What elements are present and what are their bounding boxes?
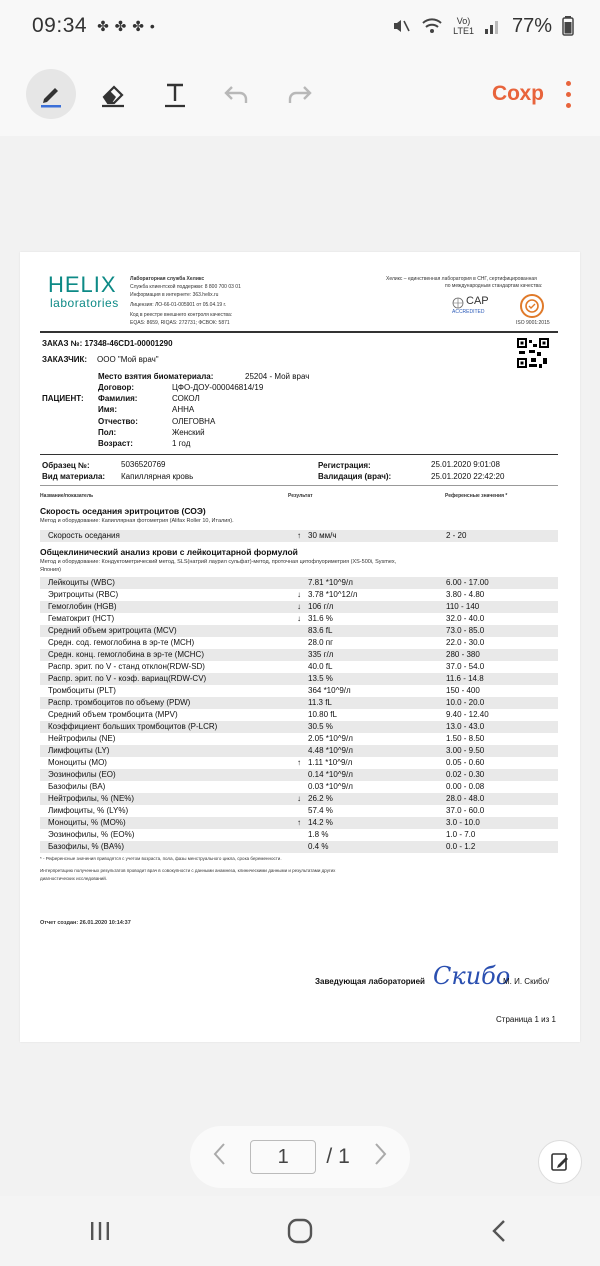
order-number: ЗАКАЗ №: 17348-46CD1-00001290 <box>42 339 173 348</box>
reference-range: 9.40 - 12.40 <box>446 710 489 719</box>
test-result: 7.81 *10^9/л <box>308 578 353 587</box>
cap-accredited: ACCREDITED <box>452 309 485 315</box>
table-row <box>40 757 558 769</box>
reference-range: 3.0 - 10.0 <box>446 818 480 827</box>
test-result: 83.6 fL <box>308 626 333 635</box>
registration-label: Регистрация: <box>318 461 371 470</box>
pen-icon <box>36 79 66 109</box>
test-result: 14.2 % <box>308 818 333 827</box>
table-row <box>40 721 558 733</box>
result-flag: ↑ <box>297 758 301 767</box>
section-method: Метод и оборудование: Капиллярная фотометрия (Alifax Roller 10, Италия). <box>40 518 234 524</box>
test-result: 1.11 *10^9/л <box>308 758 353 767</box>
test-result: 0.03 *10^9/л <box>308 782 353 791</box>
table-row <box>40 673 558 685</box>
test-result: 26.2 % <box>308 794 333 803</box>
mute-icon <box>391 16 411 36</box>
test-result: 10.80 fL <box>308 710 337 719</box>
lab-info: Информация в интернете: 363.helix.ru <box>130 292 219 298</box>
reference-range: 2 - 20 <box>446 531 467 540</box>
patient-field-label: Договор: <box>98 383 135 392</box>
page-total: / 1 <box>326 1145 350 1168</box>
test-result: 0.14 *10^9/л <box>308 770 353 779</box>
test-name: Средн. сод. гемоглобина в эр-те (MCH) <box>48 638 195 647</box>
test-name: Средний объем тромбоцита (MPV) <box>48 710 178 719</box>
patient-field-label: Пол: <box>98 428 117 437</box>
head-of-lab-name: М. И. Скибо/ <box>503 977 550 986</box>
reference-range: 22.0 - 30.0 <box>446 638 485 647</box>
table-row <box>40 661 558 673</box>
reference-range: 37.0 - 60.0 <box>446 806 485 815</box>
table-row <box>40 733 558 745</box>
qr-code <box>517 338 549 370</box>
result-flag: ↑ <box>297 531 301 540</box>
more-dot-icon <box>566 92 571 97</box>
patient-field-value: 1 год <box>172 439 191 448</box>
chevron-right-icon <box>374 1142 388 1166</box>
network-indicator <box>453 16 474 36</box>
reference-range: 0.0 - 1.2 <box>446 842 476 851</box>
helix-logo-sub: laboratories <box>50 296 119 310</box>
sign-document-button[interactable] <box>538 1140 582 1184</box>
registration-value: 25.01.2020 9:01:08 <box>431 460 500 469</box>
test-name: Тромбоциты (PLT) <box>48 686 116 695</box>
network-bottom: LTE1 <box>453 26 474 36</box>
material-label: Вид материала: <box>42 472 106 481</box>
table-row <box>40 613 558 625</box>
reference-range: 0.02 - 0.30 <box>446 770 485 779</box>
reference-range: 3.80 - 4.80 <box>446 590 485 599</box>
text-icon <box>160 79 190 109</box>
validation-value: 25.01.2020 22:42:20 <box>431 472 505 481</box>
test-name: Нейтрофилы, % (NE%) <box>48 794 135 803</box>
eraser-icon <box>98 79 128 109</box>
table-row <box>40 829 558 841</box>
reference-range: 0.00 - 0.08 <box>446 782 485 791</box>
reference-range: 32.0 - 40.0 <box>446 614 485 623</box>
table-row <box>40 601 558 613</box>
certification-text-1: Хеликс – единственная лаборатория в СНГ, сертифицированная <box>386 276 537 282</box>
redo-button[interactable] <box>274 69 324 119</box>
patient-field-value: ОЛЕГОВНА <box>172 417 216 426</box>
test-result: 1.8 % <box>308 830 329 839</box>
test-name: Средн. конц. гемоглобина в эр-те (MCHC) <box>48 650 204 659</box>
table-row <box>40 530 558 542</box>
undo-icon <box>222 79 252 109</box>
next-page-button[interactable] <box>374 1141 388 1173</box>
test-name: Эозинофилы, % (EO%) <box>48 830 135 839</box>
lab-registry: Код в реестре внешнего контроля качества: <box>130 312 233 318</box>
test-result: 335 г/л <box>308 650 334 659</box>
cap-label: CAP <box>466 295 489 307</box>
more-options-button[interactable] <box>558 74 578 114</box>
chevron-left-icon <box>212 1142 226 1166</box>
customer-value: ООО "Мой врач" <box>97 355 159 364</box>
signal-icon <box>484 17 502 35</box>
table-row <box>40 637 558 649</box>
section-title: Скорость оседания эритроцитов (СОЭ) <box>40 506 206 516</box>
test-name: Эритроциты (RBC) <box>48 590 119 599</box>
test-name: Средний объем эритроцита (MCV) <box>48 626 177 635</box>
recent-apps-icon[interactable] <box>87 1218 113 1244</box>
eraser-tool-button[interactable] <box>88 69 138 119</box>
test-result: 30.5 % <box>308 722 333 731</box>
result-flag: ↓ <box>297 590 301 599</box>
qr-code-icon <box>517 338 549 368</box>
sample-divider <box>40 485 558 486</box>
reference-range: 73.0 - 85.0 <box>446 626 485 635</box>
section-method: Япония) <box>40 567 61 573</box>
table-row <box>40 577 558 589</box>
patient-field-value: ЦФО-ДОУ-000046814/19 <box>172 383 264 392</box>
test-result: 2.05 *10^9/л <box>308 734 353 743</box>
patient-field-label: Место взятия биоматериала: <box>98 372 214 381</box>
table-row <box>40 793 558 805</box>
test-name: Базофилы (BA) <box>48 782 106 791</box>
patient-divider <box>40 454 558 455</box>
test-result: 40.0 fL <box>308 662 333 671</box>
patient-field-value: 25204 - Мой врач <box>245 372 310 381</box>
test-result: 13.5 % <box>308 674 333 683</box>
table-row <box>40 817 558 829</box>
section-method: Метод и оборудование: Кондуктометрический метод, SLS(натрий лаурил сульфат)-метод, проточная цитофлуориметрия (XS-500i, Sysmex, <box>40 559 397 565</box>
test-result: 0.4 % <box>308 842 329 851</box>
table-row <box>40 625 558 637</box>
material-value: Капиллярная кровь <box>121 472 194 481</box>
test-name: Коэффициент больших тромбоцитов (P-LCR) <box>48 722 218 731</box>
test-name: Распр. эрит. по V - станд отклон(RDW-SD) <box>48 662 205 671</box>
reference-range: 150 - 400 <box>446 686 480 695</box>
test-result: 28.0 пг <box>308 638 334 647</box>
test-name: Распр. эрит. по V - коэф. вариац(RDW-CV) <box>48 674 207 683</box>
validation-label: Валидация (врач): <box>318 472 392 481</box>
network-top: Vo) <box>456 16 471 26</box>
test-result: 57.4 % <box>308 806 333 815</box>
previous-page-button[interactable] <box>212 1141 226 1173</box>
reference-range: 13.0 - 43.0 <box>446 722 485 731</box>
status-bar <box>0 0 600 52</box>
test-name: Лимфоциты (LY) <box>48 746 110 755</box>
reference-range: 0.05 - 0.60 <box>446 758 485 767</box>
reference-range: 110 - 140 <box>446 602 480 611</box>
reference-range: 11.6 - 14.8 <box>446 674 484 683</box>
test-name: Нейтрофилы (NE) <box>48 734 116 743</box>
result-flag: ↑ <box>297 818 301 827</box>
table-row <box>40 841 558 853</box>
test-name: Базофилы, % (BA%) <box>48 842 124 851</box>
result-flag: ↓ <box>297 614 301 623</box>
battery-percent: 77% <box>511 14 552 37</box>
patient-field-label: Отчество: <box>98 417 138 426</box>
test-name: Распр. тромбоцитов по объему (PDW) <box>48 698 191 707</box>
result-flag: ↓ <box>297 794 301 803</box>
test-name: Моноциты (MO) <box>48 758 107 767</box>
sign-pen-icon <box>549 1151 571 1173</box>
lab-eqas: EQAS: 8659, RIQAS: 272731; ФСВОК: 5871 <box>130 320 230 326</box>
result-flag: ↓ <box>297 602 301 611</box>
system-nav-bar <box>0 1196 600 1266</box>
customer-label: ЗАКАЗЧИК: <box>42 355 88 364</box>
test-name: Скорость оседания <box>48 531 120 540</box>
test-name: Эозинофилы (EO) <box>48 770 116 779</box>
section-title: Общеклинический анализ крови с лейкоцитарной формулой <box>40 547 298 557</box>
iso-seal-icon <box>520 294 544 318</box>
patient-field-label: Имя: <box>98 405 117 414</box>
page-navigator <box>190 1126 410 1188</box>
patient-field-label: Возраст: <box>98 439 133 448</box>
patient-field-value: Женский <box>172 428 205 437</box>
table-row <box>40 709 558 721</box>
footnote: * - Референсные значения приводятся с учетом возраста, пола, фазы менструального цикла, срока беременности. <box>40 856 282 861</box>
column-header-name: Название/показатель <box>40 493 94 499</box>
pen-tool-button[interactable] <box>26 69 76 119</box>
save-button[interactable]: Сохр <box>492 82 544 105</box>
status-time: 09:34 <box>32 14 88 37</box>
text-tool-button[interactable] <box>150 69 200 119</box>
interpretation-note: Интерпретацию полученных результатов проводит врач в совокупности с данными анамнеза, клиническими данными и результатами других <box>40 868 336 873</box>
test-result: 11.3 fL <box>308 698 332 707</box>
lab-support: Служба клиентской поддержки: 8 800 700 03 01 <box>130 284 241 290</box>
reference-range: 1.50 - 8.50 <box>446 734 485 743</box>
helix-logo: HELIX <box>48 272 117 297</box>
status-right <box>391 15 574 38</box>
test-name: Гематокрит (HCT) <box>48 614 115 623</box>
certification-text-2: по международным стандартам качества: <box>445 283 543 289</box>
table-row <box>40 769 558 781</box>
interpretation-note: диагностических исследований. <box>40 876 107 881</box>
iso-badge <box>516 294 550 326</box>
test-name: Лейкоциты (WBC) <box>48 578 115 587</box>
test-result: 30 мм/ч <box>308 531 337 540</box>
test-name: Моноциты, % (MO%) <box>48 818 126 827</box>
report-created: Отчет создан: 26.01.2020 10:14:37 <box>40 920 131 926</box>
test-name: Лимфоциты, % (LY%) <box>48 806 129 815</box>
table-row <box>40 697 558 709</box>
more-dot-icon <box>566 103 571 108</box>
sample-label: Образец №: <box>42 461 90 470</box>
column-header-result: Результат <box>288 493 313 499</box>
patient-field-value: СОКОЛ <box>172 394 200 403</box>
patient-field-label: Фамилия: <box>98 394 138 403</box>
editor-toolbar <box>0 52 600 136</box>
test-name: Гемоглобин (HGB) <box>48 602 117 611</box>
battery-icon <box>562 16 574 36</box>
page-counter: Страница 1 из 1 <box>496 1015 556 1024</box>
lab-license: Лицензия: ЛО-66-01-005901 от 05.04.19 г. <box>130 302 227 308</box>
cap-globe-icon <box>452 297 464 309</box>
test-result: 4.48 *10^9/л <box>308 746 353 755</box>
reference-range: 3.00 - 9.50 <box>446 746 485 755</box>
test-result: 364 *10^9/л <box>308 686 351 695</box>
table-row <box>40 781 558 793</box>
column-header-reference: Референсные значения * <box>445 493 508 499</box>
lab-name: Лабораторная служба Хеликс <box>130 276 205 282</box>
table-row <box>40 745 558 757</box>
head-of-lab-label: Заведующая лабораторией <box>315 977 425 986</box>
reference-range: 10.0 - 20.0 <box>446 698 485 707</box>
home-icon[interactable] <box>286 1217 314 1245</box>
patient-label: ПАЦИЕНТ: <box>42 394 84 403</box>
reference-range: 37.0 - 54.0 <box>446 662 485 671</box>
document-page <box>20 252 580 1042</box>
patient-field-value: АННА <box>172 405 195 414</box>
page-number-input[interactable]: 1 <box>250 1140 316 1174</box>
reference-range: 28.0 - 48.0 <box>446 794 485 803</box>
wifi-icon <box>421 16 443 36</box>
table-row <box>40 589 558 601</box>
more-dot-icon <box>566 81 571 86</box>
back-icon[interactable] <box>487 1218 513 1244</box>
test-result: 3.78 *10^12/л <box>308 590 358 599</box>
undo-button[interactable] <box>212 69 262 119</box>
iso-label: ISO 9001:2015 <box>516 320 550 326</box>
table-row <box>40 805 558 817</box>
reference-range: 6.00 - 17.00 <box>446 578 489 587</box>
notification-icons: ✤ ✤ ✤ • <box>97 17 156 34</box>
redo-icon <box>284 79 314 109</box>
signature: Скибо <box>433 962 511 990</box>
reference-range: 1.0 - 7.0 <box>446 830 476 839</box>
sample-value: 5036520769 <box>121 460 166 469</box>
test-result: 106 г/л <box>308 602 334 611</box>
test-result: 31.6 % <box>308 614 333 623</box>
header-divider <box>40 331 558 333</box>
table-row <box>40 649 558 661</box>
reference-range: 280 - 380 <box>446 650 480 659</box>
table-row <box>40 685 558 697</box>
